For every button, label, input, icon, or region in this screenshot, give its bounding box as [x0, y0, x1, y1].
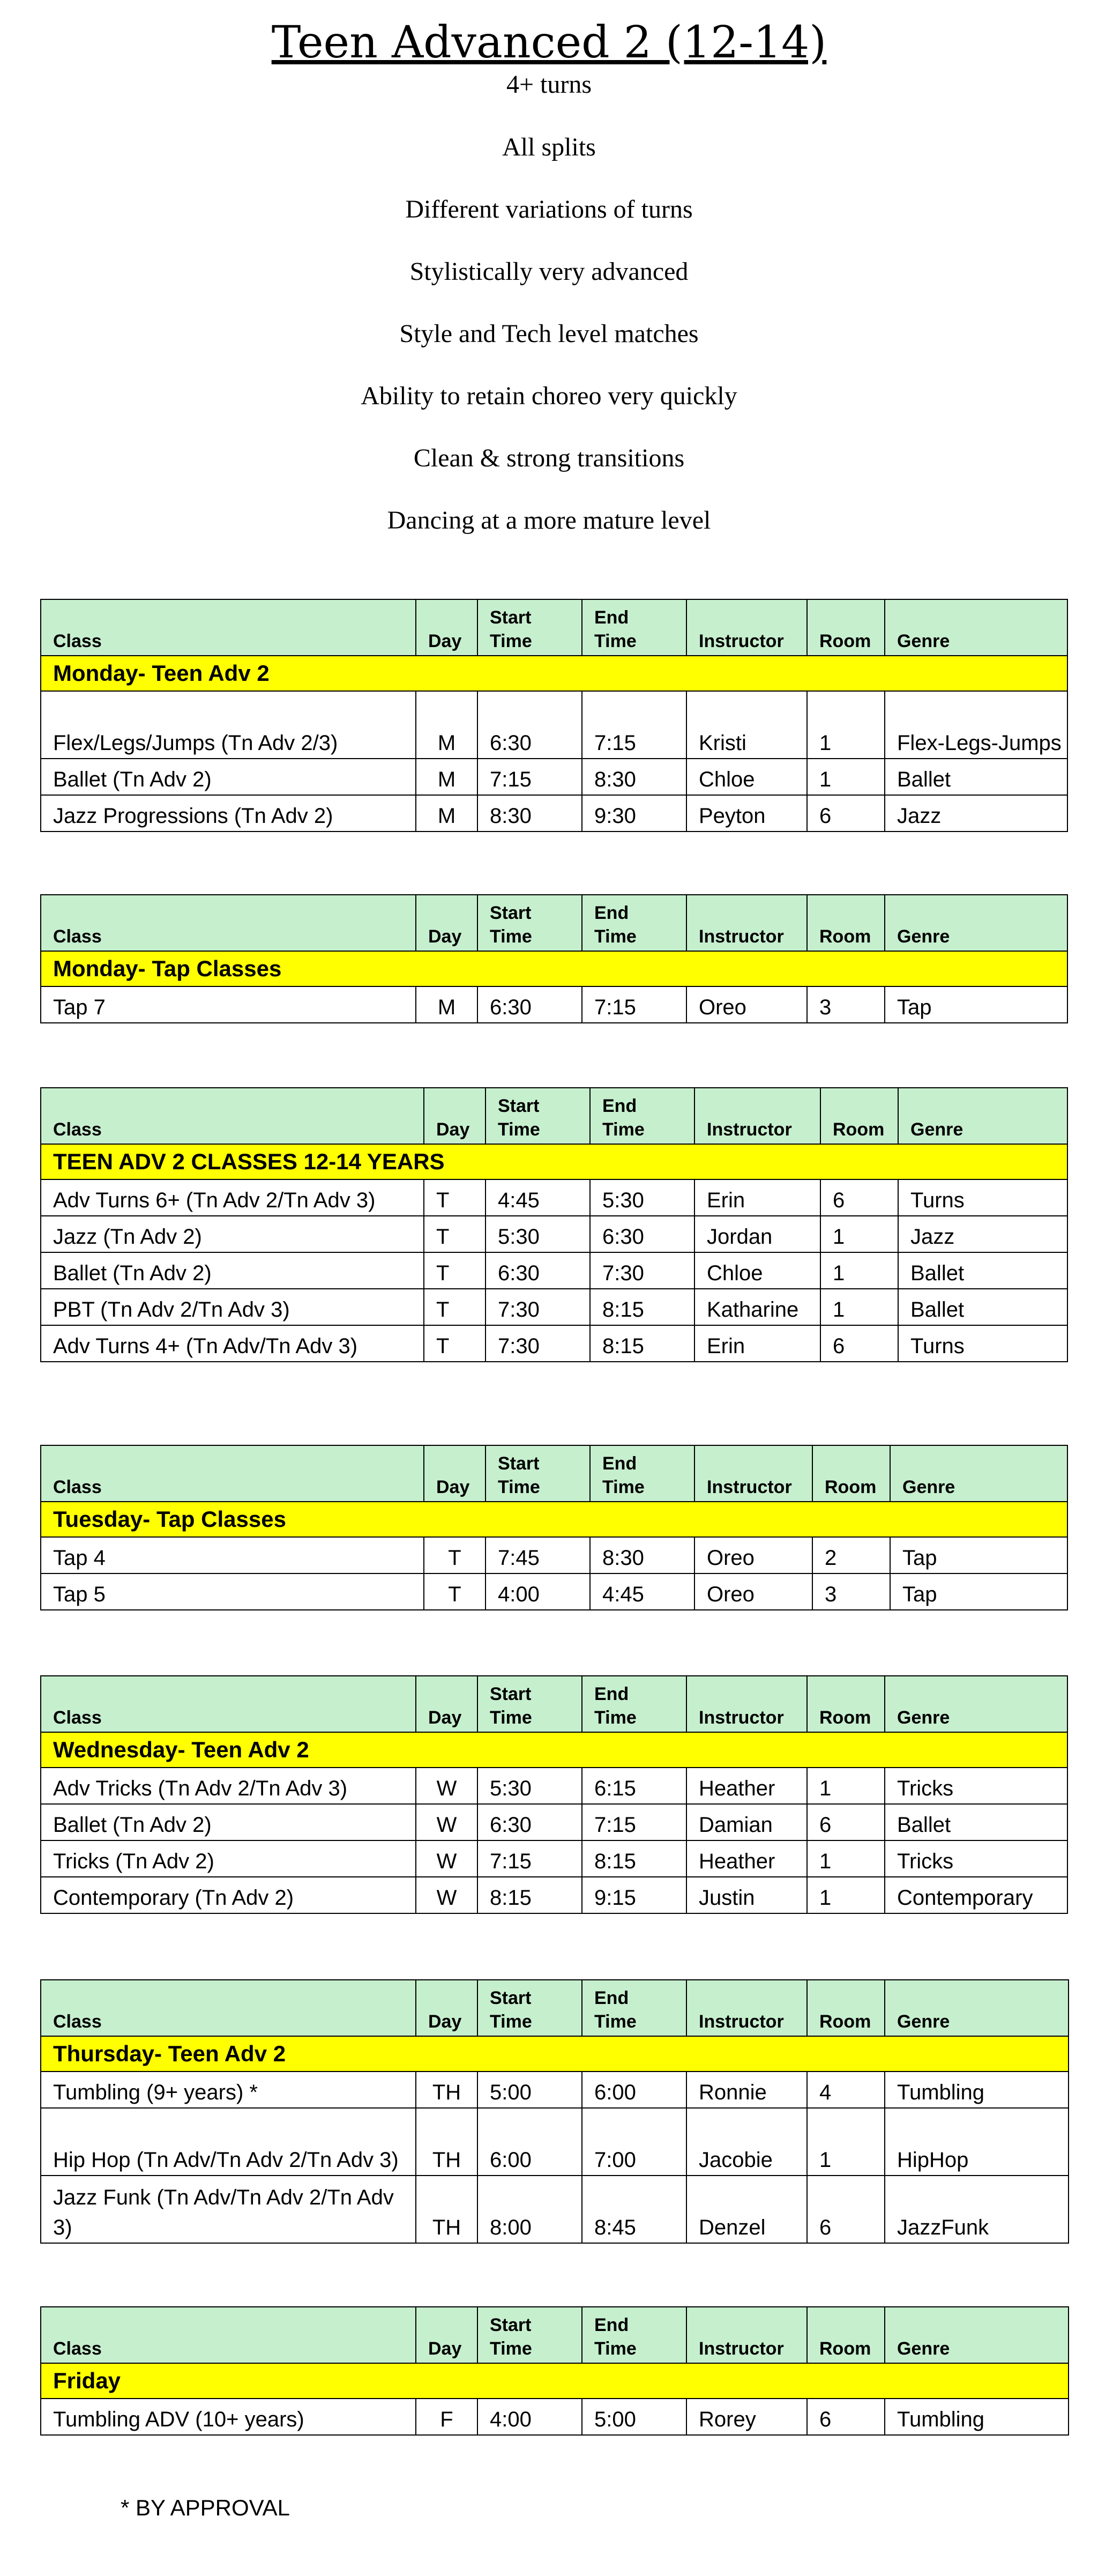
group-heading: Friday [41, 2363, 1069, 2399]
genre-cell: HipHop [885, 2108, 1069, 2176]
class-cell: Adv Turns 4+ (Tn Adv/Tn Adv 3) [41, 1325, 424, 1362]
start-time-cell: 4:45 [485, 1179, 590, 1216]
class-cell: Jazz Progressions (Tn Adv 2) [41, 795, 416, 832]
header-room: Room [807, 599, 885, 656]
day-cell: F [416, 2399, 477, 2435]
day-cell: W [416, 1804, 477, 1840]
group-heading: Monday- Tap Classes [41, 951, 1067, 986]
genre-cell: Tap [890, 1537, 1067, 1573]
start-time-cell: 5:30 [477, 1768, 582, 1804]
end-time-cell: 7:15 [582, 1804, 686, 1840]
class-cell: Ballet (Tn Adv 2) [41, 759, 416, 795]
end-time-cell: 7:15 [582, 986, 686, 1023]
genre-cell: Ballet [898, 1252, 1067, 1289]
room-cell: 1 [807, 691, 885, 759]
start-time-cell: 6:00 [477, 2108, 582, 2176]
table-row [41, 1216, 1067, 1252]
day-cell: TH [416, 2108, 477, 2176]
page-title: Teen Advanced 2 (12-14) [271, 17, 827, 68]
end-time-cell: 8:30 [590, 1537, 694, 1573]
header-start-time: Start Time [485, 1088, 590, 1144]
start-time-cell: 7:30 [485, 1289, 590, 1325]
table-row [41, 1768, 1067, 1804]
end-time-cell: 9:15 [582, 1877, 686, 1913]
header-end-time: End Time [590, 1088, 694, 1144]
header-start-time: Start Time [477, 2307, 582, 2363]
genre-cell: Turns [898, 1179, 1067, 1216]
header-start-time: Start Time [477, 1980, 582, 2036]
instructor-cell: Jordan [694, 1216, 820, 1252]
class-cell: Tap 5 [41, 1573, 424, 1610]
table-row [41, 2399, 1069, 2435]
instructor-cell: Jacobie [686, 2108, 807, 2176]
class-cell: Tap 4 [41, 1537, 424, 1573]
schedule-table-friday [40, 2306, 1069, 2436]
header-end-time: End Time [590, 1445, 694, 1502]
group-heading: Thursday- Teen Adv 2 [41, 2036, 1069, 2072]
criterion: Different variations of turns [405, 195, 693, 224]
table-row [41, 2072, 1069, 2108]
room-cell: 6 [807, 1804, 885, 1840]
header-day: Day [416, 895, 477, 951]
header-end-time: End Time [582, 599, 686, 656]
table-row [41, 1537, 1067, 1573]
genre-cell: Ballet [898, 1289, 1067, 1325]
start-time-cell: 8:15 [477, 1877, 582, 1913]
day-cell: M [416, 691, 477, 759]
table-row [41, 1179, 1067, 1216]
header-day: Day [424, 1445, 485, 1502]
class-cell: Ballet (Tn Adv 2) [41, 1804, 416, 1840]
genre-cell: Jazz [898, 1216, 1067, 1252]
header-class: Class [41, 1088, 424, 1144]
genre-cell: Tap [885, 986, 1067, 1023]
header-room: Room [812, 1445, 890, 1502]
room-cell: 6 [820, 1179, 898, 1216]
instructor-cell: Heather [686, 1768, 807, 1804]
header-instructor: Instructor [694, 1088, 820, 1144]
header-end-time: End Time [582, 1980, 686, 2036]
room-cell: 3 [807, 986, 885, 1023]
header-instructor: Instructor [686, 1676, 807, 1732]
header-instructor: Instructor [694, 1445, 812, 1502]
genre-cell: Turns [898, 1325, 1067, 1362]
instructor-cell: Ronnie [686, 2072, 807, 2108]
schedule-table-thursday-teen-adv-2 [40, 1979, 1069, 2244]
table-row [41, 1840, 1067, 1877]
class-cell: Tumbling ADV (10+ years) [41, 2399, 416, 2435]
end-time-cell: 8:15 [590, 1289, 694, 1325]
header-start-time: Start Time [477, 895, 582, 951]
header-end-time: End Time [582, 2307, 686, 2363]
start-time-cell: 7:15 [477, 1840, 582, 1877]
criterion: All splits [502, 133, 596, 161]
end-time-cell: 7:30 [590, 1252, 694, 1289]
group-heading: Tuesday- Tap Classes [41, 1502, 1067, 1537]
room-cell: 6 [820, 1325, 898, 1362]
instructor-cell: Erin [694, 1325, 820, 1362]
criterion: Dancing at a more mature level [387, 506, 711, 534]
start-time-cell: 7:15 [477, 759, 582, 795]
start-time-cell: 5:30 [485, 1216, 590, 1252]
header-instructor: Instructor [686, 599, 807, 656]
instructor-cell: Katharine [694, 1289, 820, 1325]
day-cell: T [424, 1537, 485, 1573]
schedule-table-monday-teen-adv-2 [40, 599, 1068, 832]
schedule-table-teen-adv-2-classes [40, 1087, 1068, 1362]
group-heading: Monday- Teen Adv 2 [41, 656, 1067, 691]
genre-cell: Ballet [885, 1804, 1067, 1840]
criterion: Ability to retain choreo very quickly [361, 382, 737, 410]
genre-cell: Flex-Legs-Jumps [885, 691, 1067, 759]
instructor-cell: Oreo [686, 986, 807, 1023]
header-genre: Genre [898, 1088, 1067, 1144]
genre-cell: Tricks [885, 1768, 1067, 1804]
instructor-cell: Justin [686, 1877, 807, 1913]
day-cell: TH [416, 2176, 477, 2243]
genre-cell: Tumbling [885, 2072, 1069, 2108]
header-day: Day [416, 1980, 477, 2036]
class-cell: Tap 7 [41, 986, 416, 1023]
header-room: Room [807, 2307, 885, 2363]
header-instructor: Instructor [686, 1980, 807, 2036]
header-class: Class [41, 895, 416, 951]
instructor-cell: Oreo [694, 1573, 812, 1610]
start-time-cell: 4:00 [485, 1573, 590, 1610]
table-row [41, 691, 1067, 759]
start-time-cell: 7:30 [485, 1325, 590, 1362]
instructor-cell: Chloe [686, 759, 807, 795]
room-cell: 1 [820, 1289, 898, 1325]
table-row [41, 986, 1067, 1023]
schedule-table-monday-tap [40, 894, 1068, 1023]
room-cell: 1 [807, 1768, 885, 1804]
day-cell: M [416, 795, 477, 832]
header-genre: Genre [885, 1676, 1067, 1732]
header-start-time: Start Time [477, 1676, 582, 1732]
header-end-time: End Time [582, 1676, 686, 1732]
room-cell: 1 [807, 1840, 885, 1877]
genre-cell: Tricks [885, 1840, 1067, 1877]
day-cell: T [424, 1325, 485, 1362]
day-cell: W [416, 1768, 477, 1804]
table-row [41, 1252, 1067, 1289]
day-cell: TH [416, 2072, 477, 2108]
room-cell: 1 [820, 1252, 898, 1289]
header-room: Room [807, 1980, 885, 2036]
header-class: Class [41, 2307, 416, 2363]
instructor-cell: Heather [686, 1840, 807, 1877]
instructor-cell: Kristi [686, 691, 807, 759]
header-start-time: Start Time [485, 1445, 590, 1502]
room-cell: 1 [807, 1877, 885, 1913]
group-heading: Wednesday- Teen Adv 2 [41, 1732, 1067, 1768]
table-row [41, 1877, 1067, 1913]
header-class: Class [41, 599, 416, 656]
table-row [41, 1289, 1067, 1325]
header-genre: Genre [885, 895, 1067, 951]
start-time-cell: 4:00 [477, 2399, 582, 2435]
table-row [41, 1573, 1067, 1610]
end-time-cell: 5:00 [582, 2399, 686, 2435]
day-cell: T [424, 1289, 485, 1325]
end-time-cell: 7:15 [582, 691, 686, 759]
header-genre: Genre [885, 599, 1067, 656]
instructor-cell: Rorey [686, 2399, 807, 2435]
class-cell: Jazz Funk (Tn Adv/Tn Adv 2/Tn Adv 3) [41, 2176, 416, 2243]
room-cell: 1 [807, 2108, 885, 2176]
criterion: Stylistically very advanced [409, 257, 689, 286]
genre-cell: Ballet [885, 759, 1067, 795]
start-time-cell: 5:00 [477, 2072, 582, 2108]
class-cell: Flex/Legs/Jumps (Tn Adv 2/3) [41, 691, 416, 759]
header-class: Class [41, 1980, 416, 2036]
group-heading: TEEN ADV 2 CLASSES 12-14 YEARS [41, 1144, 1067, 1179]
table-row [41, 2108, 1069, 2176]
day-cell: T [424, 1216, 485, 1252]
start-time-cell: 6:30 [477, 986, 582, 1023]
header-genre: Genre [885, 2307, 1069, 2363]
class-cell: Adv Turns 6+ (Tn Adv 2/Tn Adv 3) [41, 1179, 424, 1216]
class-cell: Tricks (Tn Adv 2) [41, 1840, 416, 1877]
day-cell: W [416, 1877, 477, 1913]
class-cell: Jazz (Tn Adv 2) [41, 1216, 424, 1252]
room-cell: 6 [807, 795, 885, 832]
header-class: Class [41, 1676, 416, 1732]
header-day: Day [424, 1088, 485, 1144]
instructor-cell: Oreo [694, 1537, 812, 1573]
end-time-cell: 4:45 [590, 1573, 694, 1610]
end-time-cell: 8:30 [582, 759, 686, 795]
day-cell: M [416, 759, 477, 795]
criterion: Style and Tech level matches [399, 320, 699, 348]
room-cell: 4 [807, 2072, 885, 2108]
genre-cell: Jazz [885, 795, 1067, 832]
end-time-cell: 8:15 [582, 1840, 686, 1877]
instructor-cell: Peyton [686, 795, 807, 832]
day-cell: T [424, 1573, 485, 1610]
room-cell: 6 [807, 2176, 885, 2243]
room-cell: 3 [812, 1573, 890, 1610]
class-cell: Adv Tricks (Tn Adv 2/Tn Adv 3) [41, 1768, 416, 1804]
class-cell: PBT (Tn Adv 2/Tn Adv 3) [41, 1289, 424, 1325]
day-cell: M [416, 986, 477, 1023]
header-end-time: End Time [582, 895, 686, 951]
table-row [41, 1325, 1067, 1362]
start-time-cell: 6:30 [485, 1252, 590, 1289]
header-genre: Genre [890, 1445, 1067, 1502]
end-time-cell: 8:15 [590, 1325, 694, 1362]
day-cell: T [424, 1252, 485, 1289]
room-cell: 1 [820, 1216, 898, 1252]
class-cell: Tumbling (9+ years) * [41, 2072, 416, 2108]
class-cell: Hip Hop (Tn Adv/Tn Adv 2/Tn Adv 3) [41, 2108, 416, 2176]
criterion: Clean & strong transitions [413, 444, 685, 472]
genre-cell: Tumbling [885, 2399, 1069, 2435]
class-cell: Ballet (Tn Adv 2) [41, 1252, 424, 1289]
header-room: Room [820, 1088, 898, 1144]
genre-cell: Contemporary [885, 1877, 1067, 1913]
header-day: Day [416, 599, 477, 656]
header-instructor: Instructor [686, 2307, 807, 2363]
start-time-cell: 6:30 [477, 1804, 582, 1840]
room-cell: 6 [807, 2399, 885, 2435]
room-cell: 2 [812, 1537, 890, 1573]
instructor-cell: Erin [694, 1179, 820, 1216]
day-cell: T [424, 1179, 485, 1216]
table-row [41, 795, 1067, 832]
instructor-cell: Denzel [686, 2176, 807, 2243]
start-time-cell: 7:45 [485, 1537, 590, 1573]
room-cell: 1 [807, 759, 885, 795]
start-time-cell: 8:30 [477, 795, 582, 832]
end-time-cell: 6:15 [582, 1768, 686, 1804]
end-time-cell: 7:00 [582, 2108, 686, 2176]
instructor-cell: Chloe [694, 1252, 820, 1289]
table-row [41, 2176, 1069, 2243]
header-start-time: Start Time [477, 599, 582, 656]
end-time-cell: 6:30 [590, 1216, 694, 1252]
end-time-cell: 9:30 [582, 795, 686, 832]
start-time-cell: 8:00 [477, 2176, 582, 2243]
end-time-cell: 6:00 [582, 2072, 686, 2108]
header-genre: Genre [885, 1980, 1069, 2036]
header-room: Room [807, 895, 885, 951]
header-class: Class [41, 1445, 424, 1502]
header-room: Room [807, 1676, 885, 1732]
start-time-cell: 6:30 [477, 691, 582, 759]
schedule-table-wednesday-teen-adv-2 [40, 1675, 1068, 1914]
end-time-cell: 5:30 [590, 1179, 694, 1216]
genre-cell: Tap [890, 1573, 1067, 1610]
subtitle: 4+ turns [506, 70, 592, 99]
instructor-cell: Damian [686, 1804, 807, 1840]
header-instructor: Instructor [686, 895, 807, 951]
footnote: * BY APPROVAL [121, 2495, 290, 2520]
end-time-cell: 8:45 [582, 2176, 686, 2243]
class-cell: Contemporary (Tn Adv 2) [41, 1877, 416, 1913]
table-row [41, 1804, 1067, 1840]
schedule-table-tuesday-tap [40, 1445, 1068, 1610]
day-cell: W [416, 1840, 477, 1877]
header-day: Day [416, 1676, 477, 1732]
header-day: Day [416, 2307, 477, 2363]
table-row [41, 759, 1067, 795]
genre-cell: JazzFunk [885, 2176, 1069, 2243]
